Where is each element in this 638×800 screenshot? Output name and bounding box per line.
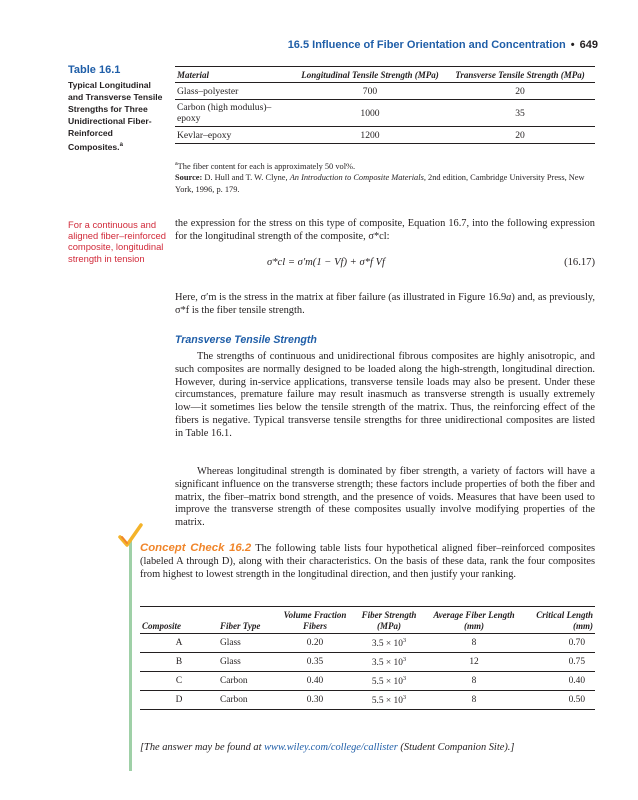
cell-longitudinal: 1200: [360, 129, 380, 141]
cell-critical: 0.75: [520, 653, 595, 672]
transverse-paragraph-1: The strengths of continuous and unidirectional fibrous composites are highly anisotropic, and such composites are normally designed to be loaded along the high-strength, longitudinal direction. However, during in-service applications, transverse tensile loads may also be present. Under these circumstances, premature failure may result inasmuch as transverse strength is usually extremely low—it sometimes lies below the tensile strength of the matrix. Thus, the reinforcing effect of the fibers is negative. Typical transverse tensile strengths for three unidirectional composites are listed in Table 16.1.: [175, 351, 595, 439]
col-longitudinal: Longitudinal Tensile Strength (MPa): [301, 70, 439, 80]
table-row: [175, 100, 595, 127]
cell-material: Kevlar–epoxy: [177, 129, 232, 141]
cell-fraction: 0.20: [280, 634, 350, 653]
cell-longitudinal: 1000: [360, 107, 380, 119]
equation-number: (16.17): [564, 257, 595, 268]
cell-strength: $3.5 \times 10^3$: [350, 634, 428, 653]
cell-strength: $3.5 \times 10^3$: [350, 653, 428, 672]
cell-transverse: 20: [515, 85, 525, 97]
table-row: [140, 691, 595, 710]
cell-avg-length: 12: [428, 653, 520, 672]
cell-composite: A: [140, 634, 218, 653]
concept-check-text: Concept Check 16.2 The following table lists four hypothetical aligned fiber–reinforced composites (labeled A through D), along with their characteristics. On the basis of these data, rank the four composites from highest to lowest strength in the longitudinal direction, and then justify your ranking.: [140, 542, 595, 580]
table-notes: [175, 159, 595, 195]
answer-note: [The answer may be found at www.wiley.com/college/callister (Student Companion Site).]: [140, 742, 515, 753]
cell-material: Carbon (high modulus)–epoxy: [177, 102, 272, 124]
cell-avg-length: 8: [428, 672, 520, 691]
cell-avg-length: 8: [428, 691, 520, 710]
col-fiber-type: Fiber Type: [220, 620, 261, 631]
table-header-row: [175, 67, 595, 83]
cell-critical: 0.40: [520, 672, 595, 691]
col-volume-fraction: Volume Fraction Fibers: [283, 610, 347, 631]
separator: •: [570, 39, 575, 51]
cell-avg-length: 8: [428, 634, 520, 653]
page-number: 649: [579, 39, 598, 51]
cell-fraction: 0.35: [280, 653, 350, 672]
cell-critical: 0.50: [520, 691, 595, 710]
col-transverse: Transverse Tensile Strength (MPa): [455, 70, 585, 80]
concept-check-bar: [129, 541, 132, 771]
cell-fraction: 0.30: [280, 691, 350, 710]
cell-fraction: 0.40: [280, 672, 350, 691]
cell-type: Glass: [218, 634, 280, 653]
cell-material: Glass–polyester: [177, 85, 239, 97]
table-row: [140, 634, 595, 653]
cell-critical: 0.70: [520, 634, 595, 653]
here-paragraph: Here, σ′m is the stress in the matrix at fiber failure (as illustrated in Figure 16.9a) and, as previously, σ*f is the fiber tensile strength.: [175, 292, 595, 316]
equation-formula: σ*cl = σ′m(1 − Vf) + σ*f Vf: [267, 257, 385, 268]
cell-longitudinal: 700: [362, 85, 378, 97]
col-avg-length: Average Fiber Length (mm): [433, 610, 515, 631]
section-title: Transverse Tensile Strength: [175, 334, 317, 346]
cell-transverse: 20: [515, 129, 525, 141]
table-row: [175, 127, 595, 144]
transverse-paragraph-2: Whereas longitudinal strength is dominated by fiber strength, a variety of factors will have a significant influence on the transverse strength; these factors include properties of both the fiber and matrix, the fiber–matrix bond strength, and the presence of voids. Measures that have been used to improve the transverse strength of these composites usually involve modifying properties of the matrix.: [175, 466, 595, 529]
cell-composite: C: [140, 672, 218, 691]
col-fiber-strength: Fiber Strength (MPa): [361, 610, 417, 631]
table-caption: [68, 64, 168, 153]
col-composite: Composite: [142, 620, 182, 631]
intro-paragraph: the expression for the stress on this type of composite, Equation 16.7, into the following expression for the longitudinal strength of the composite, σ*cl:: [175, 218, 595, 242]
cell-type: Carbon: [218, 691, 280, 710]
table-row: [140, 653, 595, 672]
cell-type: Glass: [218, 653, 280, 672]
answer-link[interactable]: www.wiley.com/college/callister: [264, 742, 398, 753]
concept-check-title: Concept Check 16.2: [140, 542, 252, 554]
table-caption-text: Typical Longitudinal and Transverse Tensile Strengths for Three Unidirectional Fiber-Reinforced Composites.$^a$: [68, 80, 163, 152]
caption-footnote-mark: a: [119, 142, 123, 148]
cell-transverse: 35: [515, 107, 525, 119]
table-row: [175, 83, 595, 100]
cell-strength: $5.5 \times 10^3$: [350, 691, 428, 710]
equation-16-17: [175, 257, 595, 273]
col-material: Material: [177, 70, 210, 80]
table-source: Source: D. Hull and T. W. Clyne, An Introduction to Composite Materials, 2nd edition, Cambridge University Press, New York, 1996, p. 179.: [175, 173, 585, 194]
running-header: [288, 39, 598, 51]
tensile-strength-table: [175, 66, 595, 144]
table-row: [140, 672, 595, 691]
table-number: Table 16.1: [68, 64, 121, 76]
section-heading: 16.5 Influence of Fiber Orientation and Concentration: [287, 39, 566, 51]
cell-strength: $5.5 \times 10^3$: [350, 672, 428, 691]
cell-composite: B: [140, 653, 218, 672]
col-critical-length: Critical Length (mm): [536, 610, 593, 631]
margin-note: For a continuous and aligned fiber–reinforced composite, longitudinal strength in tension: [68, 219, 166, 264]
table-footnote: $^a$The fiber content for each is approximately 50 vol%.: [175, 161, 356, 171]
composite-table: [140, 606, 595, 710]
table-header-row: [140, 607, 595, 634]
cell-composite: D: [140, 691, 218, 710]
cell-type: Carbon: [218, 672, 280, 691]
